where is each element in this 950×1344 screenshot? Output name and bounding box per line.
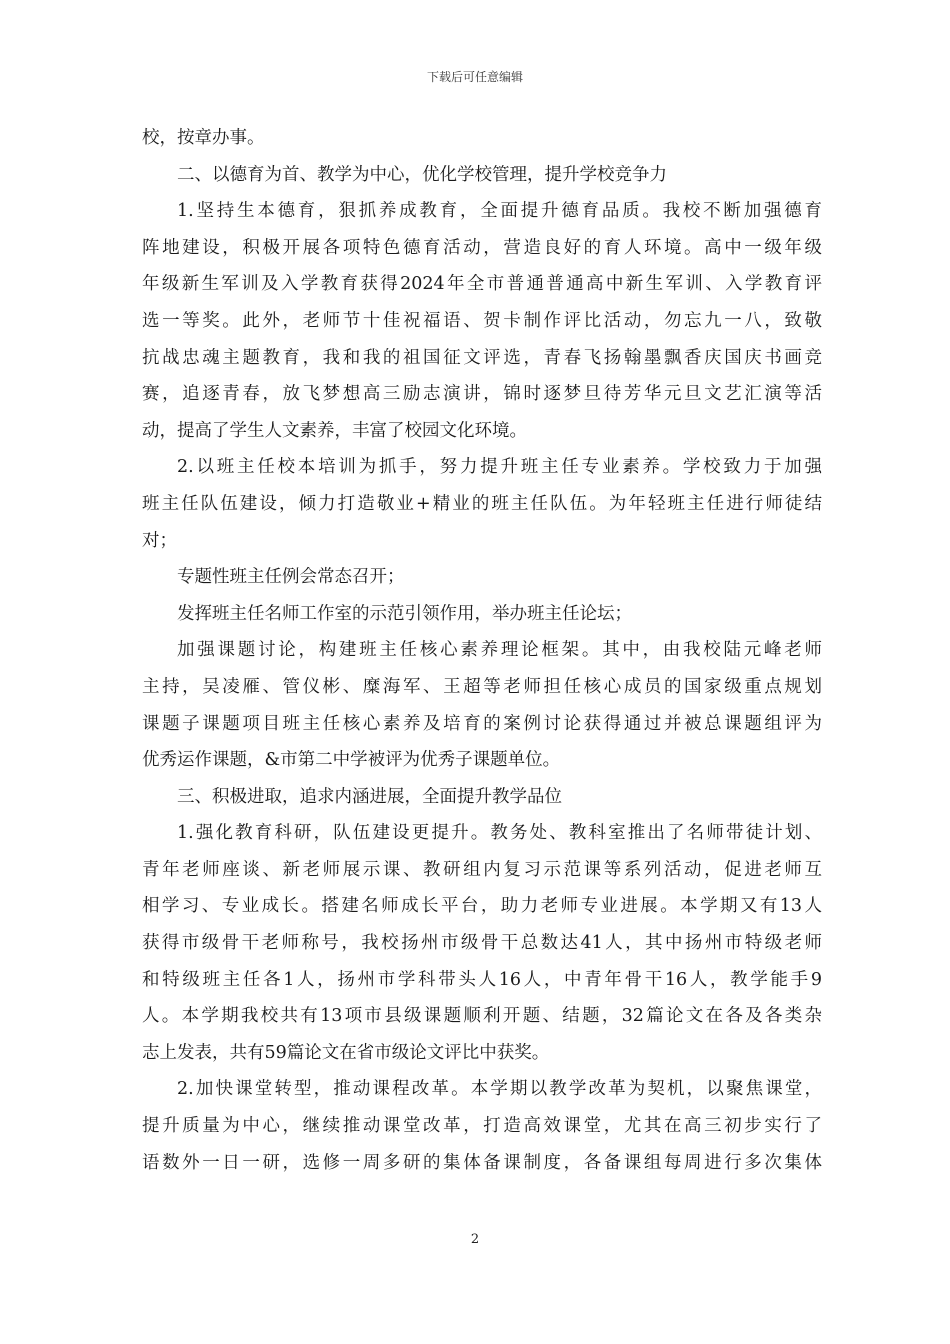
- text-line: 青年老师座谈、新老师展示课、教研组内复习示范课等系列活动，促进老师互: [142, 859, 822, 880]
- text-line: 加强课题讨论，构建班主任核心素养理论框架。其中，由我校陆元峰老师: [177, 640, 822, 661]
- text-line: 和特级班主任各1人，扬州市学科带头人16人，中青年骨干16人，教学能手9: [142, 969, 822, 990]
- page-number: 2: [470, 1232, 480, 1247]
- text-line: 1.坚持生本德育，狠抓养成教育，全面提升德育品质。我校不断加强德育: [177, 201, 822, 222]
- text-line: 动，提高了学生人文素养，丰富了校园文化环境。: [142, 420, 527, 441]
- text-line: 二、以德育为首、教学为中心，优化学校管理，提升学校竞争力: [177, 164, 667, 185]
- text-line: 三、积极进取，追求内涵进展，全面提升教学品位: [177, 786, 562, 807]
- text-line: 赛，追逐青春，放飞梦想高三励志演讲，锦时逐梦旦待芳华元旦文艺汇演等活: [142, 384, 822, 405]
- text-line: 2.以班主任校本培训为抓手，努力提升班主任专业素养。学校致力于加强: [177, 457, 822, 478]
- text-line: 语数外一日一研，选修一周多研的集体备课制度，各备课组每周进行多次集体: [142, 1152, 822, 1173]
- text-line: 抗战忠魂主题教育，我和我的祖国征文评选，青春飞扬翰墨飘香庆国庆书画竞: [142, 347, 822, 368]
- text-line: 志上发表，共有59篇论文在省市级论文评比中获奖。: [142, 1042, 550, 1063]
- text-line: 提升质量为中心，继续推动课堂改革，打造高效课堂，尤其在高三初步实行了: [142, 1116, 822, 1137]
- text-line: 班主任队伍建设，倾力打造敬业+精业的班主任队伍。为年轻班主任进行师徒结: [142, 493, 822, 514]
- text-line: 1.强化教育科研，队伍建设更提升。教务处、教科室推出了名师带徒计划、: [177, 823, 822, 844]
- text-line: 阵地建设，积极开展各项特色德育活动，营造良好的育人环境。高中一级年级: [142, 237, 822, 258]
- text-line: 校，按章办事。: [142, 128, 265, 148]
- text-line: 年级新生军训及入学教育获得2024年全市普通普通高中新生军训、入学教育评: [142, 274, 822, 295]
- text-line: 选一等奖。此外，老师节十佳祝福语、贺卡制作评比活动，勿忘九一八，致敬: [142, 310, 822, 331]
- text-line: 人。本学期我校共有13项市县级课题顺利开题、结题，32篇论文在各及各类杂: [142, 1006, 822, 1027]
- text-line: 专题性班主任例会常态召开；: [177, 567, 405, 588]
- text-line: 相学习、专业成长。搭建名师成长平台，助力老师专业进展。本学期又有13人: [142, 896, 822, 917]
- document-body: [142, 120, 822, 1181]
- text-line: 2.加快课堂转型，推动课程改革。本学期以教学改革为契机，以聚焦课堂，: [177, 1079, 822, 1100]
- text-line: 获得市级骨干老师称号，我校扬州市级骨干总数达41人，其中扬州市特级老师: [142, 933, 822, 954]
- text-line: 对；: [142, 530, 177, 551]
- text-line: 优秀运作课题，&市第二中学被评为优秀子课题单位。: [142, 750, 561, 771]
- page-header: 下载后可任意编辑: [426, 70, 523, 84]
- text-line: 发挥班主任名师工作室的示范引领作用，举办班主任论坛；: [177, 603, 632, 624]
- text-line: 课题子课题项目班主任核心素养及培育的案例讨论获得通过并被总课题组评为: [142, 713, 822, 734]
- text-line: 主持，吴凌雁、管仪彬、糜海军、王超等老师担任核心成员的国家级重点规划: [142, 676, 822, 697]
